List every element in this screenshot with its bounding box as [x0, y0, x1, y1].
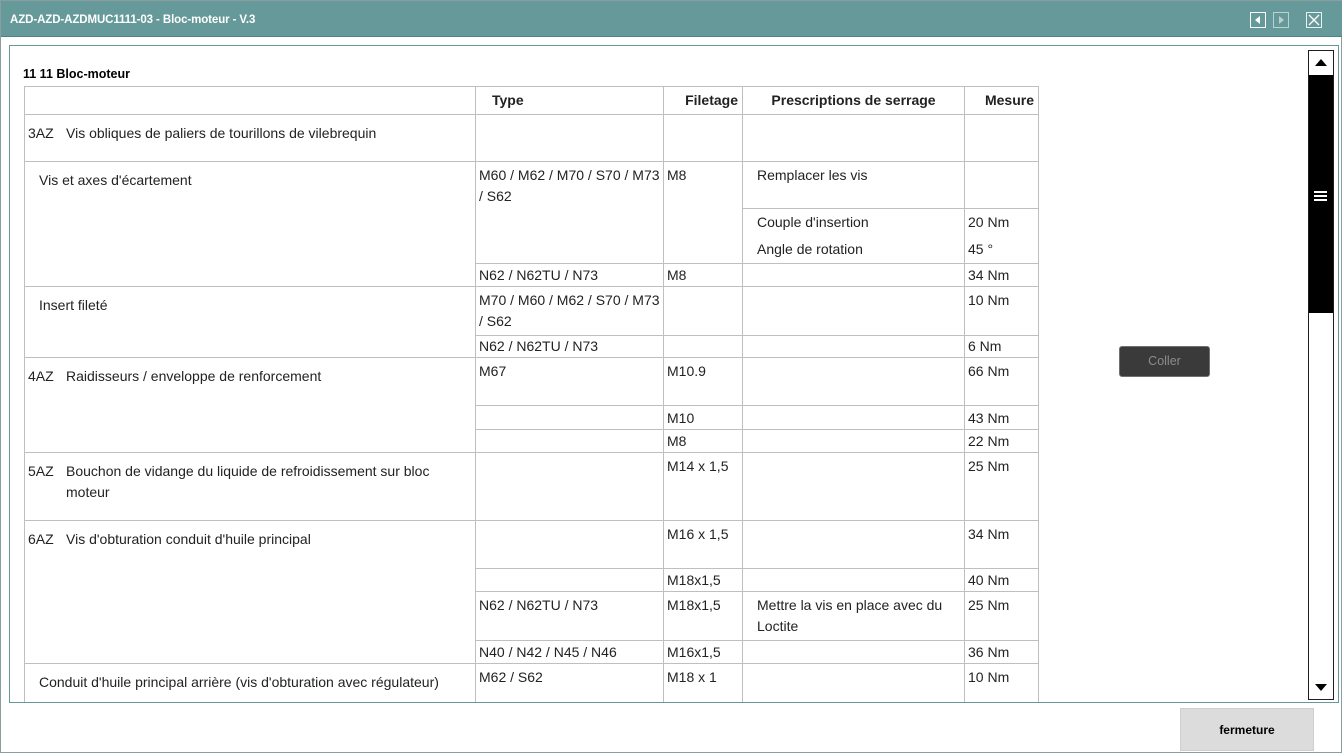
- header-mesure: Mesure: [965, 87, 1039, 115]
- header-type: Type: [476, 87, 664, 115]
- type-cell: M67: [476, 358, 664, 406]
- type-cell: M60 / M62 / M70 / S70 / M73 / S62: [476, 162, 664, 264]
- row-code: 6AZ: [28, 531, 54, 547]
- row-label-cell: [25, 287, 476, 358]
- prev-page-icon[interactable]: [1250, 12, 1266, 28]
- row-label-cell: [25, 358, 476, 453]
- type-cell: N40 / N42 / N45 / N46: [476, 641, 664, 664]
- vertical-scrollbar[interactable]: [1308, 50, 1334, 700]
- row-label: Vis et axes d'écartement: [39, 172, 192, 188]
- filetage-cell: M10: [664, 406, 743, 430]
- mesure-cell: 10 Nm: [965, 664, 1039, 704]
- paste-button[interactable]: Coller: [1119, 346, 1210, 377]
- type-cell: N62 / N62TU / N73: [476, 592, 664, 641]
- mesure-cell: 25 Nm: [965, 453, 1039, 521]
- filetage-cell: M10.9: [664, 358, 743, 406]
- mesure-cell: 34 Nm: [965, 521, 1039, 569]
- mesure-cell: 45 °: [965, 236, 1039, 264]
- filetage-cell: M18x1,5: [664, 592, 743, 641]
- window-title: AZD-AZD-AZDMUC1111-03 - Bloc-moteur - V.3: [10, 14, 256, 26]
- filetage-cell: M8: [664, 162, 743, 264]
- row-label-cell: [25, 521, 476, 664]
- row-label: Bouchon de vidange du liquide de refroidissement sur bloc moteur: [66, 463, 430, 500]
- row-label-cell: [25, 453, 476, 521]
- scroll-down-icon[interactable]: [1309, 675, 1333, 699]
- type-cell: M70 / M60 / M62 / S70 / M73 / S62: [476, 287, 664, 336]
- table-row: [25, 287, 1039, 336]
- table-row: [25, 453, 1039, 521]
- section-title: 11 11 Bloc-moteur: [23, 67, 130, 81]
- filetage-cell: M14 x 1,5: [664, 453, 743, 521]
- filetage-cell: M18 x 1: [664, 664, 743, 704]
- next-page-icon[interactable]: [1273, 12, 1289, 28]
- row-label: Conduit d'huile principal arrière (vis d'obturation avec régulateur): [39, 674, 439, 690]
- row-code: 4AZ: [28, 368, 54, 384]
- mesure-cell: 25 Nm: [965, 592, 1039, 641]
- prescription-cell: Angle de rotation: [743, 236, 965, 264]
- prescription-cell: Couple d'insertion: [743, 209, 965, 237]
- table-row: [25, 162, 1039, 209]
- row-label: Vis d'obturation conduit d'huile principal: [66, 531, 311, 547]
- scroll-thumb[interactable]: [1309, 75, 1333, 313]
- header-empty: [25, 87, 476, 115]
- row-label: Insert fileté: [39, 297, 108, 313]
- mesure-cell: 22 Nm: [965, 430, 1039, 453]
- filetage-cell: M8: [664, 264, 743, 287]
- prescription-cell: Mettre la vis en place avec du Loctite: [743, 592, 965, 641]
- type-cell: N62 / N62TU / N73: [476, 264, 664, 287]
- header-filetage: Filetage: [664, 87, 743, 115]
- torque-table: [24, 86, 1039, 703]
- header-prescriptions: Prescriptions de serrage: [743, 87, 965, 115]
- mesure-cell: 66 Nm: [965, 358, 1039, 406]
- row-code: 3AZ: [28, 125, 54, 141]
- prescription-cell: Remplacer les vis: [743, 162, 965, 209]
- mesure-cell: 36 Nm: [965, 641, 1039, 664]
- type-cell: M62 / S62: [476, 664, 664, 704]
- row-label-cell: [25, 664, 476, 704]
- row-label: Raidisseurs / enveloppe de renforcement: [66, 368, 322, 384]
- table-header-row: [25, 87, 1039, 115]
- filetage-cell: M16x1,5: [664, 641, 743, 664]
- scroll-up-icon[interactable]: [1309, 51, 1333, 75]
- close-window-icon[interactable]: [1306, 12, 1322, 28]
- row-code: 5AZ: [28, 463, 54, 479]
- filetage-cell: M8: [664, 430, 743, 453]
- mesure-cell: 43 Nm: [965, 406, 1039, 430]
- mesure-cell: [965, 162, 1039, 209]
- table-row: [25, 115, 1039, 162]
- table-row: [25, 358, 1039, 406]
- row-label-cell: [25, 115, 476, 162]
- table-row: [25, 664, 1039, 704]
- filetage-cell: M16 x 1,5: [664, 521, 743, 569]
- grip-icon: [1314, 191, 1327, 203]
- row-label: Vis obliques de paliers de tourillons de vilebrequin: [66, 125, 377, 141]
- mesure-cell: 20 Nm: [965, 209, 1039, 237]
- mesure-cell: 40 Nm: [965, 569, 1039, 592]
- mesure-cell: 6 Nm: [965, 336, 1039, 358]
- title-bar: [1, 1, 1342, 37]
- mesure-cell: 10 Nm: [965, 287, 1039, 336]
- table-row: [25, 521, 1039, 569]
- document-pane: [9, 45, 1339, 703]
- row-label-cell: [25, 162, 476, 287]
- type-cell: N62 / N62TU / N73: [476, 336, 664, 358]
- mesure-cell: 34 Nm: [965, 264, 1039, 287]
- filetage-cell: M18x1,5: [664, 569, 743, 592]
- close-button[interactable]: fermeture: [1180, 708, 1314, 751]
